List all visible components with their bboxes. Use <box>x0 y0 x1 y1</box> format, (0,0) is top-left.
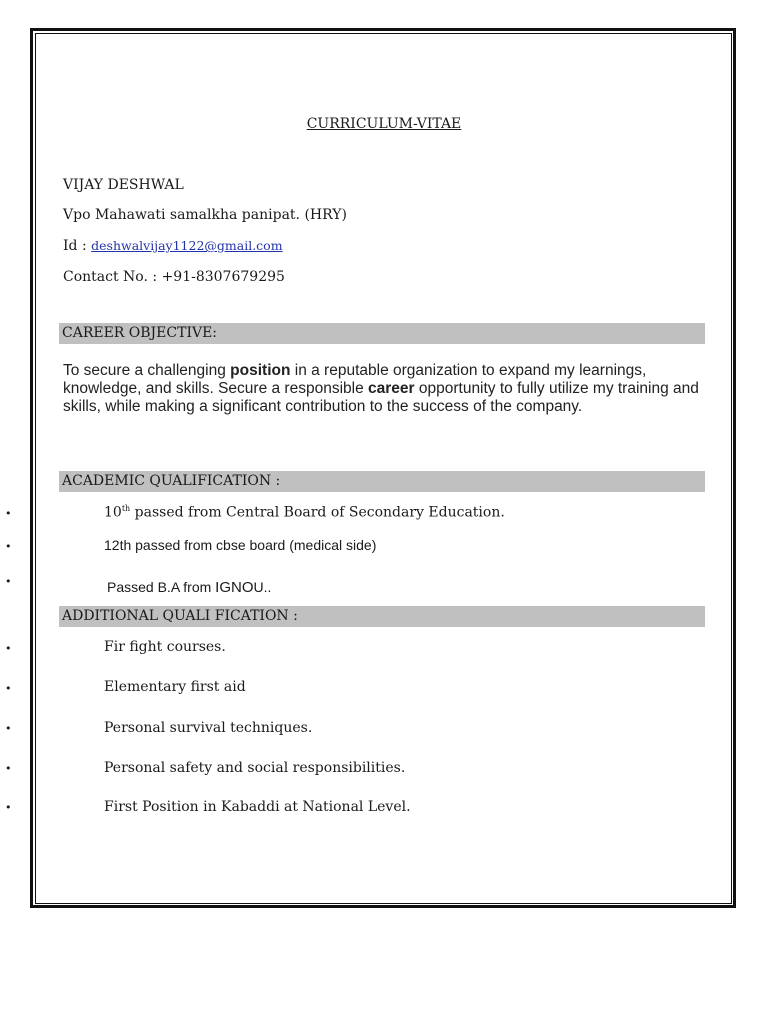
bullet: • <box>5 507 12 520</box>
additional-qualification-heading: ADDITIONAL QUALI FICATION : <box>59 606 705 627</box>
additional-item: Fir fight courses. <box>104 639 226 655</box>
additional-item: First Position in Kabaddi at National Level. <box>104 799 411 815</box>
candidate-name: VIJAY DESHWAL <box>63 177 184 193</box>
academic-item-2: 12th passed from cbse board (medical side) <box>104 537 377 553</box>
additional-item: Elementary first aid <box>104 679 246 695</box>
career-objective-text: To secure a challenging position in a reputable organization to expand my learnings, knowledge, and skills. Secure a responsible career opportunity to fully utilize my training and skills, while making a significant contribution to the success of the company. <box>63 362 699 415</box>
bullet: • <box>5 682 12 695</box>
academic-item-3: Passed B.A from IGNOU.. <box>107 579 272 596</box>
career-objective-heading: CAREER OBJECTIVE: <box>59 323 705 344</box>
contact-number: +91-8307679295 <box>161 269 285 285</box>
bullet: • <box>5 575 12 588</box>
contact-label: Contact No. : <box>63 269 158 285</box>
email-link[interactable]: deshwalvijay1122@gmail.com <box>91 238 283 253</box>
academic-qualification-heading: ACADEMIC QUALIFICATION : <box>59 471 705 492</box>
email-line <box>63 238 283 254</box>
contact-line <box>63 269 285 285</box>
bullet: • <box>5 642 12 655</box>
bullet: • <box>5 540 12 553</box>
academic-item-1: 10th passed from Central Board of Secondary Education. <box>104 504 505 521</box>
address-line: Vpo Mahawati samalkha panipat. (HRY) <box>63 207 347 223</box>
bullet: • <box>5 801 12 814</box>
additional-item: Personal survival techniques. <box>104 720 313 736</box>
document-title: CURRICULUM-VITAE <box>306 116 462 132</box>
additional-item: Personal safety and social responsibilities. <box>104 760 406 776</box>
bullet: • <box>5 722 12 735</box>
bullet: • <box>5 762 12 775</box>
email-label: Id : <box>63 238 87 254</box>
